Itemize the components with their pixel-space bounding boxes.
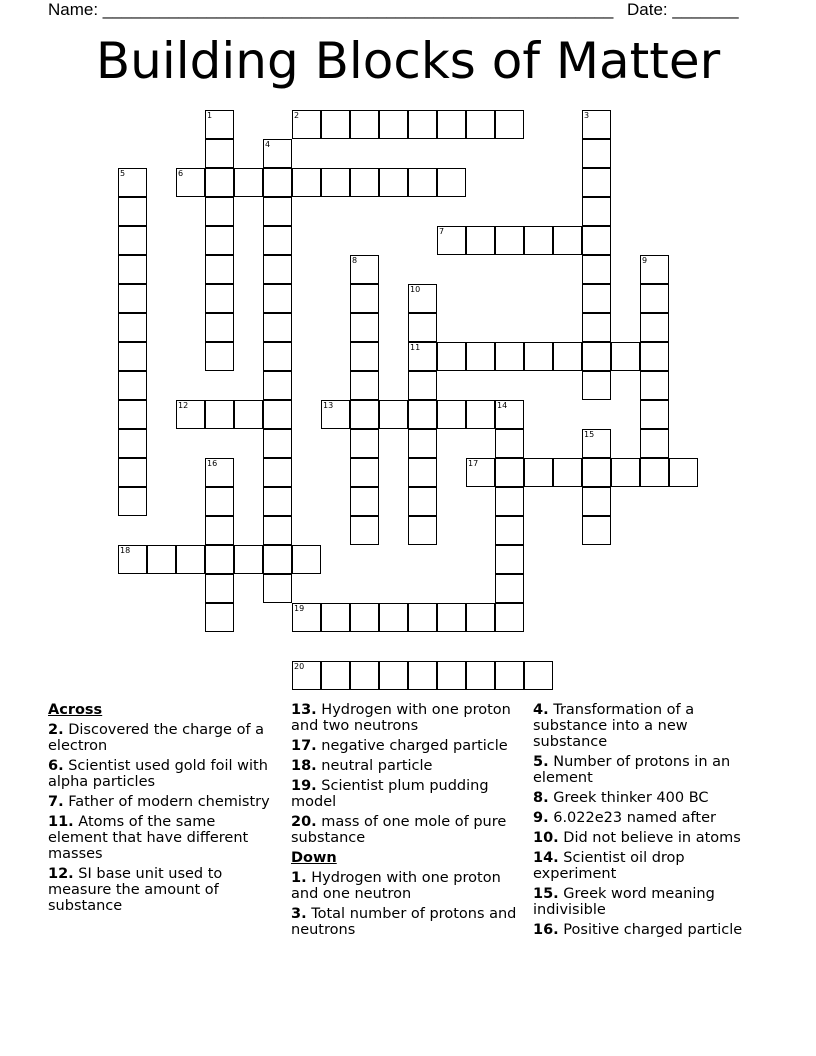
- crossword-cell[interactable]: [350, 255, 379, 284]
- crossword-cell[interactable]: [176, 400, 205, 429]
- crossword-cell[interactable]: [466, 458, 495, 487]
- crossword-cell[interactable]: [205, 255, 234, 284]
- clue-item-number: 14.: [533, 850, 559, 866]
- clue-item: [48, 794, 270, 810]
- crossword-cell[interactable]: [118, 197, 147, 226]
- crossword-cell[interactable]: [582, 458, 611, 487]
- crossword-cell[interactable]: [263, 429, 292, 458]
- crossword-cell[interactable]: [582, 371, 611, 400]
- clue-number: 10: [410, 285, 421, 294]
- crossword-cell[interactable]: [408, 110, 437, 139]
- crossword-cell[interactable]: [553, 458, 582, 487]
- clue-item-text: Father of modern chemistry: [68, 794, 270, 810]
- across-heading: Across: [48, 702, 103, 718]
- clue-item: [291, 758, 521, 774]
- crossword-cell[interactable]: [524, 458, 553, 487]
- clue-item: [48, 722, 270, 754]
- clue-item-text: Scientist plum pudding model: [291, 778, 489, 810]
- crossword-cell[interactable]: [437, 168, 466, 197]
- crossword-cell[interactable]: [205, 603, 234, 632]
- crossword-cell[interactable]: [263, 284, 292, 313]
- crossword-cell[interactable]: [466, 342, 495, 371]
- crossword-cell[interactable]: [495, 661, 524, 690]
- clue-item-text: Hydrogen with one proton and one neutron: [291, 870, 501, 902]
- crossword-cell[interactable]: [379, 400, 408, 429]
- crossword-cell[interactable]: [437, 226, 466, 255]
- clue-item-text: Scientist oil drop experiment: [533, 850, 685, 882]
- crossword-cell[interactable]: [640, 429, 669, 458]
- clue-item-text: neutral particle: [321, 758, 433, 774]
- crossword-cell[interactable]: [495, 342, 524, 371]
- crossword-cell[interactable]: [582, 516, 611, 545]
- crossword-cell[interactable]: [495, 458, 524, 487]
- crossword-cell[interactable]: [205, 284, 234, 313]
- crossword-cell[interactable]: [379, 603, 408, 632]
- crossword-cell[interactable]: [176, 545, 205, 574]
- crossword-cell[interactable]: [147, 545, 176, 574]
- crossword-cell[interactable]: [205, 458, 234, 487]
- clue-item-number: 9.: [533, 810, 549, 826]
- crossword-cell[interactable]: [234, 168, 263, 197]
- clue-item-text: Greek thinker 400 BC: [553, 790, 709, 806]
- crossword-cell[interactable]: [118, 429, 147, 458]
- clue-item: [291, 870, 521, 902]
- clue-item-text: Did not believe in atoms: [563, 830, 741, 846]
- crossword-cell[interactable]: [350, 458, 379, 487]
- clue-item-number: 5.: [533, 754, 549, 770]
- crossword-cell[interactable]: [582, 139, 611, 168]
- crossword-cell[interactable]: [611, 458, 640, 487]
- crossword-cell[interactable]: [466, 226, 495, 255]
- crossword-cell[interactable]: [379, 110, 408, 139]
- clue-item: [48, 866, 270, 914]
- crossword-cell[interactable]: [437, 400, 466, 429]
- crossword-cell[interactable]: [350, 284, 379, 313]
- crossword-cell[interactable]: [495, 516, 524, 545]
- crossword-cell[interactable]: [466, 603, 495, 632]
- crossword-cell[interactable]: [321, 661, 350, 690]
- clue-item-text: Positive charged particle: [563, 922, 743, 938]
- clue-item-number: 13.: [291, 702, 317, 718]
- crossword-cell[interactable]: [321, 110, 350, 139]
- clue-item: [291, 814, 521, 846]
- crossword-cell[interactable]: [350, 516, 379, 545]
- crossword-cell[interactable]: [582, 284, 611, 313]
- crossword-cell[interactable]: [292, 168, 321, 197]
- crossword-cell[interactable]: [263, 574, 292, 603]
- crossword-cell[interactable]: [205, 574, 234, 603]
- clue-number: 18: [120, 546, 131, 555]
- clue-item: [291, 906, 521, 938]
- crossword-cell[interactable]: [118, 255, 147, 284]
- crossword-cell[interactable]: [118, 342, 147, 371]
- clue-item: [533, 850, 763, 882]
- crossword-cell[interactable]: [292, 110, 321, 139]
- crossword-cell[interactable]: [524, 226, 553, 255]
- clue-item: [533, 754, 763, 786]
- crossword-cell[interactable]: [350, 487, 379, 516]
- crossword-cell[interactable]: [408, 429, 437, 458]
- crossword-cell[interactable]: [263, 545, 292, 574]
- clue-number: 17: [468, 459, 479, 468]
- clue-item: [291, 702, 521, 734]
- crossword-cell[interactable]: [437, 661, 466, 690]
- clue-item: [533, 810, 763, 826]
- clue-item-text: Greek word meaning indivisible: [533, 886, 715, 918]
- clue-number: 7: [439, 227, 445, 236]
- crossword-cell[interactable]: [408, 661, 437, 690]
- clue-item-text: Total number of protons and neutrons: [291, 906, 517, 938]
- crossword-cell[interactable]: [582, 342, 611, 371]
- clue-number: 2: [294, 111, 300, 120]
- crossword-cell[interactable]: [205, 168, 234, 197]
- clue-item: [533, 922, 763, 938]
- clue-number: 15: [584, 430, 595, 439]
- crossword-cell[interactable]: [205, 487, 234, 516]
- crossword-cell[interactable]: [495, 226, 524, 255]
- crossword-cell[interactable]: [582, 197, 611, 226]
- crossword-cell[interactable]: [408, 342, 437, 371]
- crossword-cell[interactable]: [118, 284, 147, 313]
- clue-item-text: Discovered the charge of a electron: [48, 722, 265, 754]
- clue-item-number: 6.: [48, 758, 64, 774]
- clue-number: 8: [352, 256, 358, 265]
- clue-item-text: negative charged particle: [321, 738, 508, 754]
- crossword-cell[interactable]: [495, 545, 524, 574]
- clue-item-number: 10.: [533, 830, 559, 846]
- crossword-cell[interactable]: [582, 255, 611, 284]
- crossword-cell[interactable]: [263, 313, 292, 342]
- crossword-cell[interactable]: [205, 516, 234, 545]
- crossword-cell[interactable]: [263, 400, 292, 429]
- crossword-cell[interactable]: [118, 226, 147, 255]
- clue-item-number: 3.: [291, 906, 307, 922]
- clue-column-2: [291, 702, 521, 942]
- clue-item: [533, 790, 763, 806]
- crossword-cell[interactable]: [408, 371, 437, 400]
- clue-item-text: Hydrogen with one proton and two neutrons: [291, 702, 511, 734]
- crossword-cell[interactable]: [582, 110, 611, 139]
- clue-item-number: 2.: [48, 722, 64, 738]
- crossword-cell[interactable]: [118, 371, 147, 400]
- crossword-cell[interactable]: [205, 139, 234, 168]
- crossword-cell[interactable]: [292, 545, 321, 574]
- crossword-cell[interactable]: [263, 226, 292, 255]
- clue-column-1: [48, 702, 270, 918]
- clue-number: 16: [207, 459, 218, 468]
- crossword-cell[interactable]: [234, 400, 263, 429]
- clue-column-3: [533, 702, 763, 942]
- clue-number: 6: [178, 169, 184, 178]
- crossword-cell[interactable]: [553, 342, 582, 371]
- crossword-cell[interactable]: [640, 400, 669, 429]
- crossword-cell[interactable]: [292, 661, 321, 690]
- crossword-cell[interactable]: [408, 458, 437, 487]
- clue-number: 12: [178, 401, 189, 410]
- clue-item-number: 20.: [291, 814, 317, 830]
- crossword-cell[interactable]: [640, 342, 669, 371]
- crossword-cell[interactable]: [263, 458, 292, 487]
- clue-item: [291, 778, 521, 810]
- clue-item-number: 8.: [533, 790, 549, 806]
- crossword-cell[interactable]: [379, 168, 408, 197]
- clue-item: [48, 758, 270, 790]
- name-field[interactable]: Name: ______________________________________________________: [48, 0, 614, 19]
- clue-item-number: 15.: [533, 886, 559, 902]
- crossword-cell[interactable]: [582, 168, 611, 197]
- crossword-cell[interactable]: [118, 458, 147, 487]
- crossword-cell[interactable]: [582, 429, 611, 458]
- crossword-cell[interactable]: [495, 400, 524, 429]
- clue-item-text: Scientist used gold foil with alpha particles: [48, 758, 268, 790]
- clue-item-number: 17.: [291, 738, 317, 754]
- crossword-cell[interactable]: [350, 168, 379, 197]
- clue-item: [533, 886, 763, 918]
- crossword-cell[interactable]: [495, 603, 524, 632]
- crossword-cell[interactable]: [205, 110, 234, 139]
- clue-number: 13: [323, 401, 334, 410]
- clue-item-number: 18.: [291, 758, 317, 774]
- clue-item: [48, 814, 270, 862]
- down-heading: Down: [291, 850, 337, 866]
- crossword-cell[interactable]: [437, 603, 466, 632]
- clue-item: [533, 830, 763, 846]
- clue-item-number: 16.: [533, 922, 559, 938]
- crossword-cell[interactable]: [205, 545, 234, 574]
- crossword-cell[interactable]: [263, 516, 292, 545]
- crossword-cell[interactable]: [640, 371, 669, 400]
- clue-number: 4: [265, 140, 271, 149]
- crossword-cell[interactable]: [437, 110, 466, 139]
- clue-item-text: Number of protons in an element: [533, 754, 731, 786]
- clue-item-text: 6.022e23 named after: [553, 810, 716, 826]
- clue-item-text: Atoms of the same element that have different masses: [48, 814, 249, 862]
- crossword-cell[interactable]: [321, 400, 350, 429]
- crossword-cell[interactable]: [495, 487, 524, 516]
- page-title: Building Blocks of Matter: [95, 32, 721, 90]
- crossword-cell[interactable]: [379, 661, 408, 690]
- clue-number: 20: [294, 662, 305, 671]
- crossword-cell[interactable]: [292, 603, 321, 632]
- crossword-cell[interactable]: [640, 458, 669, 487]
- clue-item-number: 1.: [291, 870, 307, 886]
- crossword-cell[interactable]: [466, 110, 495, 139]
- crossword-cell[interactable]: [321, 168, 350, 197]
- crossword-cell[interactable]: [640, 313, 669, 342]
- crossword-cell[interactable]: [437, 342, 466, 371]
- crossword-cell[interactable]: [350, 342, 379, 371]
- crossword-cell[interactable]: [524, 661, 553, 690]
- clue-item-text: SI base unit used to measure the amount of substance: [48, 866, 223, 914]
- crossword-cell[interactable]: [350, 371, 379, 400]
- clue-item-text: mass of one mole of pure substance: [291, 814, 507, 846]
- crossword-cell[interactable]: [205, 197, 234, 226]
- clue-number: 11: [410, 343, 421, 352]
- clue-number: 5: [120, 169, 126, 178]
- crossword-cell[interactable]: [408, 400, 437, 429]
- crossword-cell[interactable]: [495, 110, 524, 139]
- clue-number: 3: [584, 111, 590, 120]
- crossword-cell[interactable]: [524, 342, 553, 371]
- crossword-cell[interactable]: [408, 284, 437, 313]
- crossword-cell[interactable]: [408, 313, 437, 342]
- crossword-cell[interactable]: [263, 487, 292, 516]
- clue-item-number: 7.: [48, 794, 64, 810]
- crossword-cell[interactable]: [350, 110, 379, 139]
- crossword-cell[interactable]: [408, 168, 437, 197]
- date-field[interactable]: Date: _______: [627, 0, 739, 19]
- crossword-cell[interactable]: [205, 342, 234, 371]
- crossword-cell[interactable]: [263, 139, 292, 168]
- crossword-cell[interactable]: [408, 603, 437, 632]
- crossword-cell[interactable]: [118, 400, 147, 429]
- crossword-cell[interactable]: [321, 603, 350, 632]
- crossword-cell[interactable]: [263, 168, 292, 197]
- clue-item-text: Transformation of a substance into a new substance: [533, 702, 695, 750]
- clue-item: [291, 738, 521, 754]
- crossword-cell[interactable]: [466, 400, 495, 429]
- crossword-cell[interactable]: [234, 545, 263, 574]
- crossword-cell[interactable]: [466, 661, 495, 690]
- crossword-cell[interactable]: [640, 284, 669, 313]
- crossword-cell[interactable]: [611, 342, 640, 371]
- crossword-cell[interactable]: [350, 429, 379, 458]
- clue-item-number: 11.: [48, 814, 74, 830]
- crossword-cell[interactable]: [350, 313, 379, 342]
- crossword-cell[interactable]: [408, 487, 437, 516]
- crossword-cell[interactable]: [350, 603, 379, 632]
- crossword-cell[interactable]: [205, 226, 234, 255]
- crossword-cell[interactable]: [263, 255, 292, 284]
- clue-item-number: 4.: [533, 702, 549, 718]
- crossword-cell[interactable]: [176, 168, 205, 197]
- crossword-cell[interactable]: [350, 661, 379, 690]
- crossword-cell[interactable]: [640, 255, 669, 284]
- clue-item-number: 12.: [48, 866, 74, 882]
- crossword-cell[interactable]: [582, 313, 611, 342]
- crossword-cell[interactable]: [118, 168, 147, 197]
- crossword-cell[interactable]: [118, 487, 147, 516]
- crossword-cell[interactable]: [669, 458, 698, 487]
- clue-item-number: 19.: [291, 778, 317, 794]
- crossword-cell[interactable]: [263, 197, 292, 226]
- crossword-cell[interactable]: [582, 226, 611, 255]
- clue-item: [533, 702, 763, 750]
- clue-number: 1: [207, 111, 213, 120]
- crossword-cell[interactable]: [495, 574, 524, 603]
- crossword-cell[interactable]: [118, 313, 147, 342]
- crossword-cell[interactable]: [350, 400, 379, 429]
- crossword-cell[interactable]: [263, 371, 292, 400]
- crossword-cell[interactable]: [205, 400, 234, 429]
- crossword-cell[interactable]: [118, 545, 147, 574]
- crossword-cell[interactable]: [582, 487, 611, 516]
- crossword-cell[interactable]: [553, 226, 582, 255]
- clue-number: 9: [642, 256, 648, 265]
- crossword-cell[interactable]: [263, 342, 292, 371]
- clue-number: 14: [497, 401, 508, 410]
- crossword-cell[interactable]: [495, 429, 524, 458]
- crossword-cell[interactable]: [205, 313, 234, 342]
- clue-number: 19: [294, 604, 305, 613]
- crossword-cell[interactable]: [408, 516, 437, 545]
